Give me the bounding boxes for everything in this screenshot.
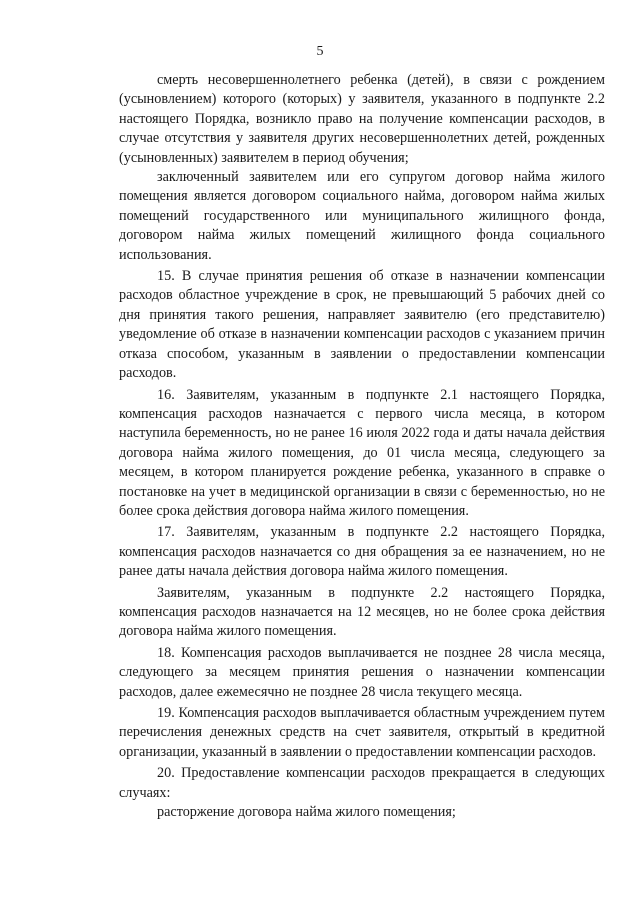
page-number: 5 — [316, 44, 324, 59]
document-body — [119, 71, 605, 822]
paragraph-lease-termination: расторжение договора найма жилого помещения; — [157, 804, 456, 821]
paragraph-social-lease: заключенный заявителем или его супругом договор найма жилого помещения является договором социального найма, договором найма жилых помещений государственного или муниципального жилищного фонда, договором найма жилых помещений жилищного фонда социального использования. — [119, 169, 605, 263]
paragraph-17-assignment-date: 17. Заявителям, указанным в подпункте 2.2 настоящего Порядка, компенсация расходов назначается со дня обращения за ее назначением, но не ранее даты начала действия договора найма жилого помещения. — [119, 524, 605, 580]
paragraph-death-of-child: смерть несовершеннолетнего ребенка (детей), в связи с рождением (усыновлением) которого (которых) у заявителя, указанного в подпункте 2.2 настоящего Порядка, возникло право на получение компенсации расходов, в случае отсутствия у заявителя других несовершеннолетних детей, рожденных (усыновленных) заявителем в период обучения; — [119, 72, 605, 166]
paragraph-20-termination-cases: 20. Предоставление компенсации расходов прекращается в следующих случаях: — [119, 765, 605, 801]
paragraph-15-refusal-notice: 15. В случае принятия решения об отказе в назначении компенсации расходов областное учреждение в срок, не превышающий 5 рабочих дней со дня принятия такого решения, направляет заявителю (его представителю) уведомление об отказе в назначении компенсации расходов с указанием причин отказа способом, указанным в заявлении о предоставлении компенсации расходов. — [119, 268, 605, 382]
paragraph-18-payment-deadline: 18. Компенсация расходов выплачивается не позднее 28 числа месяца, следующего за месяцем принятия решения о назначении компенсации расходов, далее ежемесячно не позднее 28 числа текущего месяца. — [119, 644, 605, 700]
paragraph-17-assignment-term: Заявителям, указанным в подпункте 2.2 настоящего Порядка, компенсация расходов назначается на 12 месяцев, но не более срока действия договора найма жилого помещения. — [119, 584, 605, 640]
paragraph-19-payment-method: 19. Компенсация расходов выплачивается областным учреждением путем перечисления денежных средств на счет заявителя, открытый в кредитной организации, указанный в заявлении о предоставлении компенсации расходов. — [119, 705, 605, 760]
paragraph-16-assignment-pregnancy: 16. Заявителям, указанным в подпункте 2.1 настоящего Порядка, компенсация расходов назначается с первого числа месяца, в котором наступила беременность, но не ранее 16 июля 2022 года и даты начала действия договора найма жилого помещения, до 01 числа месяца, следующего за месяцем, в котором планируется рождение ребенка, указанного в справке о постановке на учет в медицинской организации в связи с беременностью, но не более срока действия договора найма жилого помещения. — [119, 386, 605, 519]
